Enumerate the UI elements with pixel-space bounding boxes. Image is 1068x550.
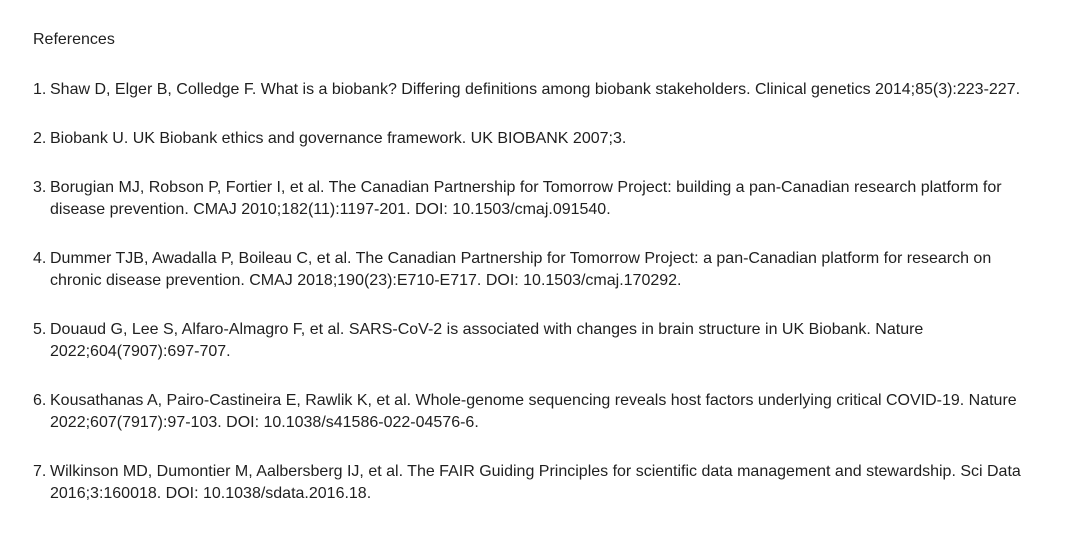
reference-number: 4.: [33, 250, 47, 267]
reference-item-1: [33, 79, 1034, 101]
reference-list: [33, 79, 1034, 505]
reference-text: Shaw D, Elger B, Colledge F. What is a biobank? Differing definitions among biobank stakeholders. Clinical genetics 2014;85(3):223-227.: [50, 81, 1021, 98]
reference-text: Douaud G, Lee S, Alfaro-Almagro F, et al. SARS-CoV-2 is associated with changes in brain structure in UK Biobank. Nature 2022;604(7907):697-707.: [50, 321, 924, 360]
reference-number: 6.: [33, 392, 47, 409]
reference-item-3: [33, 177, 1034, 221]
reference-text: Biobank U. UK Biobank ethics and governance framework. UK BIOBANK 2007;3.: [50, 130, 627, 147]
reference-text: Dummer TJB, Awadalla P, Boileau C, et al. The Canadian Partnership for Tomorrow Project: a pan-Canadian platform for research on chronic disease prevention. CMAJ 2018;190(23):E710-E717. DOI: 10.1503/cmaj.170292.: [50, 250, 992, 289]
reference-number: 7.: [33, 463, 47, 480]
reference-number: 3.: [33, 179, 47, 196]
reference-item-7: [33, 461, 1034, 505]
reference-number: 2.: [33, 130, 47, 147]
reference-item-6: [33, 390, 1034, 434]
reference-text: Wilkinson MD, Dumontier M, Aalbersberg IJ, et al. The FAIR Guiding Principles for scientific data management and stewardship. Sci Data 2016;3:160018. DOI: 10.1038/sdata.2016.18.: [50, 463, 1021, 502]
reference-item-4: [33, 248, 1034, 292]
references-heading: References: [33, 31, 115, 48]
reference-number: 5.: [33, 321, 47, 338]
reference-item-5: [33, 319, 1034, 363]
reference-item-2: [33, 128, 1034, 150]
reference-text: Borugian MJ, Robson P, Fortier I, et al. The Canadian Partnership for Tomorrow Project: building a pan-Canadian research platform for disease prevention. CMAJ 2010;182(11):1197-201. DOI: 10.1503/cmaj.091540.: [50, 179, 1002, 218]
reference-number: 1.: [33, 81, 47, 98]
reference-text: Kousathanas A, Pairo-Castineira E, Rawlik K, et al. Whole-genome sequencing reveals host factors underlying critical COVID-19. Nature 2022;607(7917):97-103. DOI: 10.1038/s41586-022-04576-6.: [50, 392, 1017, 431]
